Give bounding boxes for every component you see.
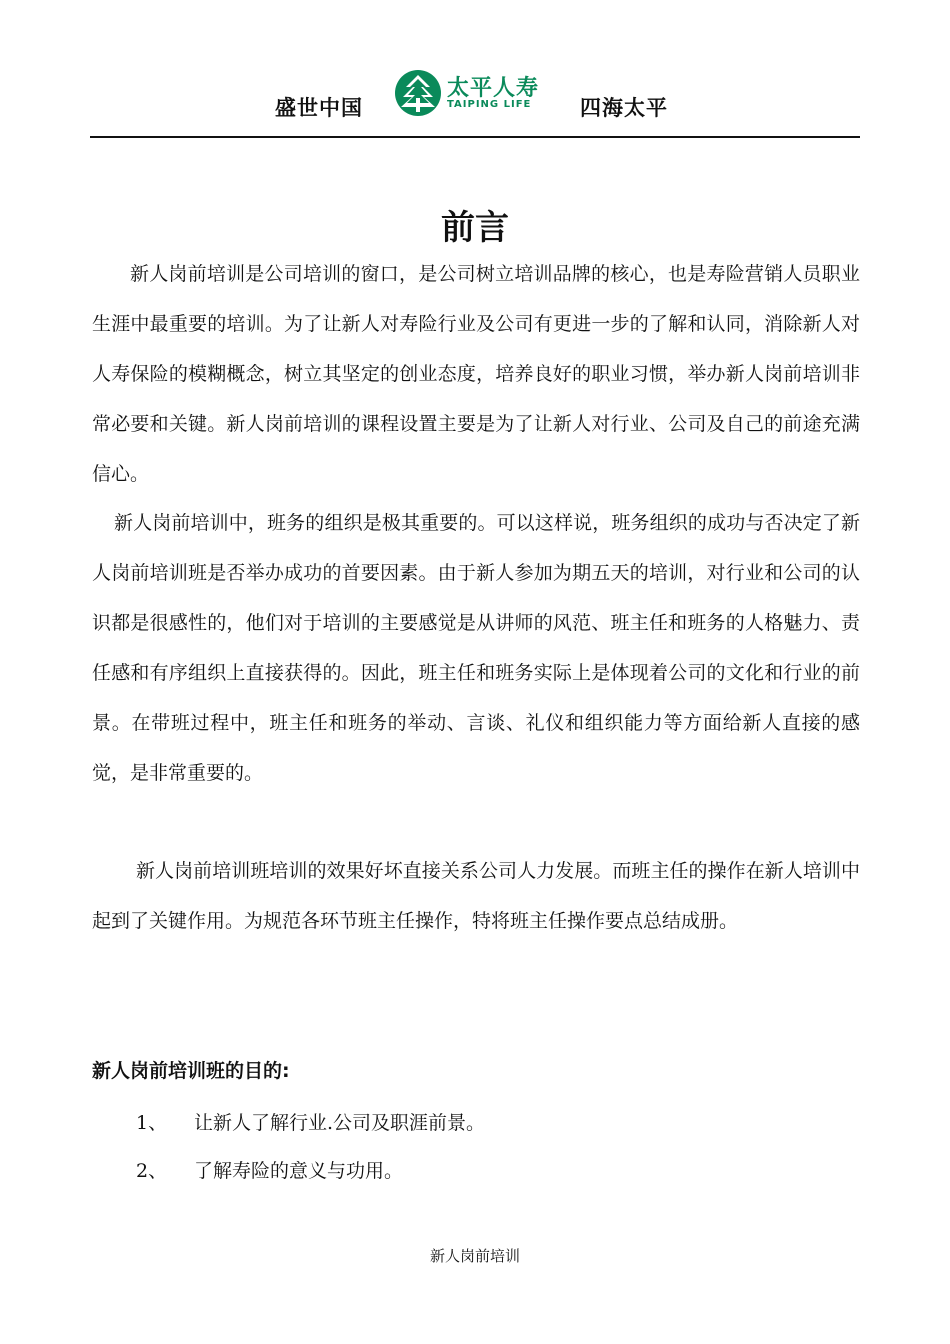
taiping-tree-logo-icon [393,68,443,118]
paragraph-3: 新人岗前培训班培训的效果好坏直接关系公司人力发展。而班主任的操作在新人培训中起到了关键作用。为规范各环节班主任操作，特将班主任操作要点总结成册。 [92,860,860,932]
slogan-left: 盛世中国 [275,96,363,120]
logo-name-en: TAIPING LIFE [447,99,532,110]
company-logo [393,68,553,118]
paragraph-2: 新人岗前培训中，班务的组织是极其重要的。可以这样说，班务组织的成功与否决定了新人岗前培训班是否举办成功的首要因素。由于新人参加为期五天的培训，对行业和公司的认识都是很感性的，他们对于培训的主要感觉是从讲师的风范、班主任和班务的人格魅力、责任感和有序组织上直接获得的。因此，班主任和班务实际上是体现着公司的文化和行业的前景。在带班过程中，班主任和班务的举动、言谈、礼仪和组织能力等方面给新人直接的感觉，是非常重要的。 [92,512,860,784]
slogan-right: 四海太平 [580,96,668,120]
logo-name-cn: 太平人寿 [447,76,540,101]
list-item-text: 让新人了解行业.公司及职涯前景。 [194,1112,486,1134]
purpose-heading: 新人岗前培训班的目的: [92,1060,290,1082]
list-item-text: 了解寿险的意义与功用。 [194,1160,404,1182]
list-item-number: 2、 [136,1160,168,1182]
page-header [90,62,860,138]
list-item [136,1108,485,1135]
paragraph-1: 新人岗前培训是公司培训的窗口，是公司树立培训品牌的核心，也是寿险营销人员职业生涯中最重要的培训。为了让新人对寿险行业及公司有更进一步的了解和认同，消除新人对人寿保险的模糊概念，树立其坚定的创业态度，培养良好的职业习惯，举办新人岗前培训非常必要和关键。新人岗前培训的课程设置主要是为了让新人对行业、公司及自己的前途充满信心。 [92,263,860,485]
page-footer: 新人岗前培训 [429,1247,520,1265]
list-item-number: 1、 [136,1112,168,1134]
list-item [136,1156,403,1183]
page-title: 前言 [441,208,509,248]
